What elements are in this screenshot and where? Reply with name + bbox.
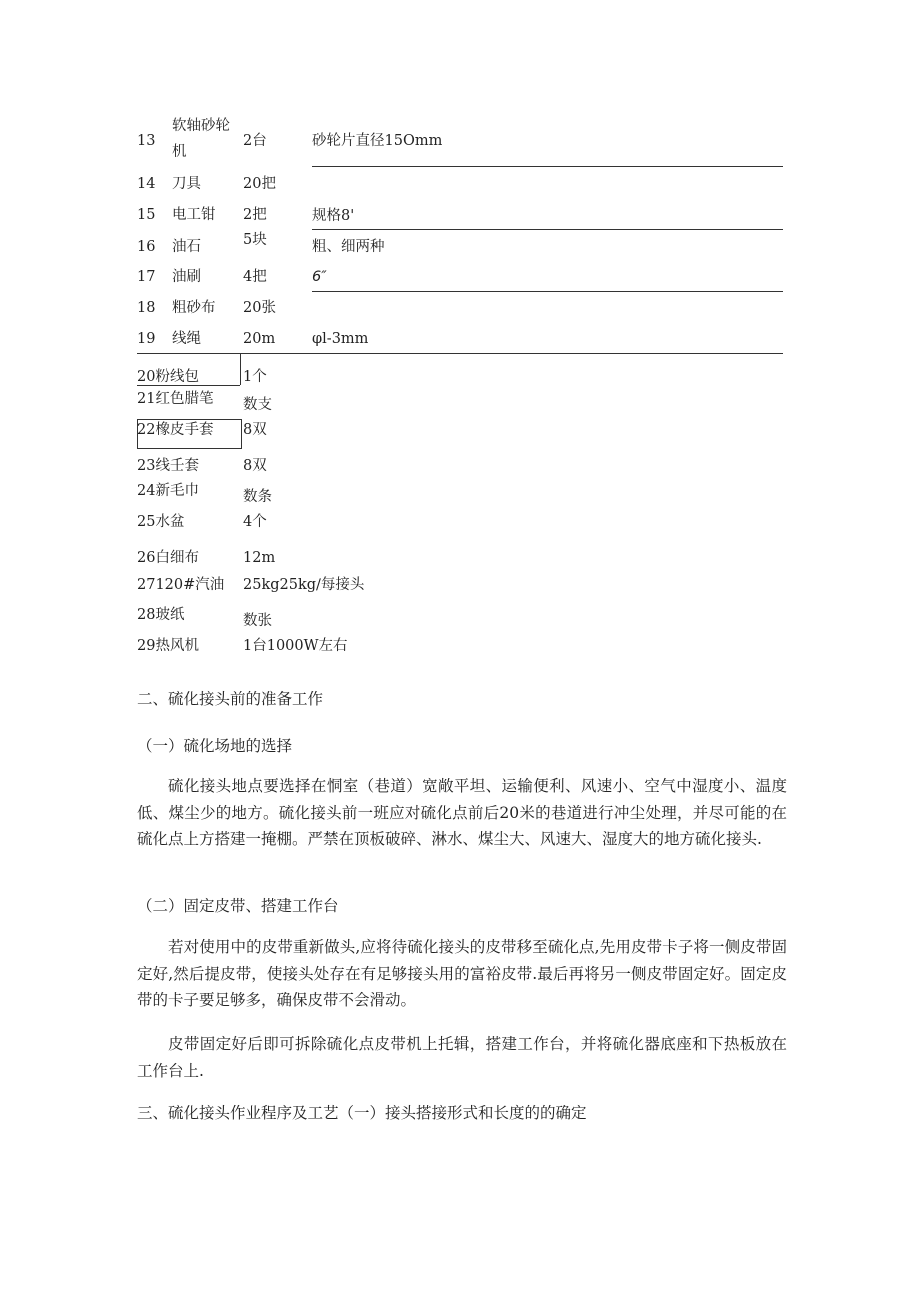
item-name: 刀具	[172, 176, 201, 192]
list-item-quantity: 12m	[243, 550, 276, 566]
row-number: 13	[137, 133, 156, 149]
item-quantity: 4把	[243, 269, 267, 285]
item-note: φl-3mm	[312, 331, 369, 347]
list-item-quantity: 8双	[243, 458, 267, 474]
table-rule	[312, 166, 783, 167]
list-item-label: 28玻纸	[137, 607, 185, 623]
row-number: 14	[137, 176, 156, 192]
table-rule	[312, 229, 783, 230]
table-rule	[312, 291, 783, 292]
item-name: 粗砂布	[172, 300, 216, 316]
table-rule	[137, 353, 783, 354]
list-item-label: 20粉线包	[137, 369, 199, 385]
list-item-quantity: 数支	[243, 397, 272, 413]
list-item-label: 21红色腊笔	[137, 391, 214, 407]
list-item-quantity: 8双	[243, 422, 267, 438]
row-number: 15	[137, 207, 156, 223]
paragraph: 若对使用中的皮带重新做头,应将待硫化接头的皮带移至硫化点,先用皮带卡子将一侧皮带固定好,然后提皮带，使接头处存在有足够接头用的富裕皮带.最后再将另一侧皮带固定好。固定皮带的卡子要足够多，确保皮带不会滑动。	[137, 938, 787, 1009]
list-item-quantity: 1个	[243, 369, 267, 385]
row-number: 18	[137, 300, 156, 316]
paragraph: 硫化接头地点要选择在恫室（巷道）宽敞平坦、运输便利、风速小、空气中湿度小、温度低、煤尘少的地方。硫化接头前一班应对硫化点前后20米的巷道进行冲尘处理，并尽可能的在硫化点上方搭建一掩棚。严禁在顶板破碎、淋水、煤尘大、风速大、湿度大的地方硫化接头.	[137, 777, 787, 848]
item-quantity: 5块	[243, 232, 267, 248]
list-item-label: 26白细布	[137, 550, 199, 566]
list-item-label: 23线壬套	[137, 458, 199, 474]
list-item-label: 24新毛巾	[137, 483, 199, 499]
list-item-label: 29热风机	[137, 638, 199, 654]
item-name: 油刷	[172, 269, 201, 285]
subsection-heading: （二）固定皮带、搭建工作台	[137, 897, 339, 915]
item-note: 粗、细两种	[312, 239, 385, 255]
row-number: 16	[137, 239, 156, 255]
item-quantity: 20m	[243, 331, 276, 347]
paragraph: 皮带固定好后即可拆除硫化点皮带机上托辑，搭建工作台，并将硫化器底座和下热板放在工作台上.	[137, 1035, 787, 1080]
list-item-quantity: 4个	[243, 514, 267, 530]
subsection-heading: （一）硫化场地的选择	[137, 737, 293, 755]
list-item-quantity: 数条	[243, 489, 272, 505]
item-note: 砂轮片直径15Omm	[312, 133, 443, 149]
item-note: 6″	[312, 269, 327, 285]
item-name: 软轴砂轮	[172, 118, 230, 134]
item-quantity: 2台	[243, 133, 267, 149]
item-note: 规格8'	[312, 208, 355, 224]
list-item-quantity: 1台1000W左右	[243, 638, 348, 654]
section-heading: 三、硫化接头作业程序及工艺（一）接头搭接形式和长度的的确定	[137, 1104, 587, 1122]
item-name: 电工钳	[172, 207, 216, 223]
list-item-label: 27120#汽油	[137, 577, 225, 593]
table-border	[240, 353, 241, 385]
section-heading: 二、硫化接头前的准备工作	[137, 690, 324, 708]
row-number: 19	[137, 331, 156, 347]
row-number: 17	[137, 269, 156, 285]
list-item-quantity: 数张	[243, 613, 272, 629]
item-quantity: 2把	[243, 207, 267, 223]
item-name: 线绳	[172, 331, 201, 347]
item-name: 油石	[172, 239, 201, 255]
item-quantity: 20张	[243, 300, 276, 316]
list-item-label: 22橡皮手套	[137, 422, 214, 438]
list-item-quantity: 25kg25kg∕每接头	[243, 577, 365, 593]
item-quantity: 20把	[243, 176, 276, 192]
list-item-label: 25水盆	[137, 514, 185, 530]
item-name: 机	[172, 144, 187, 160]
